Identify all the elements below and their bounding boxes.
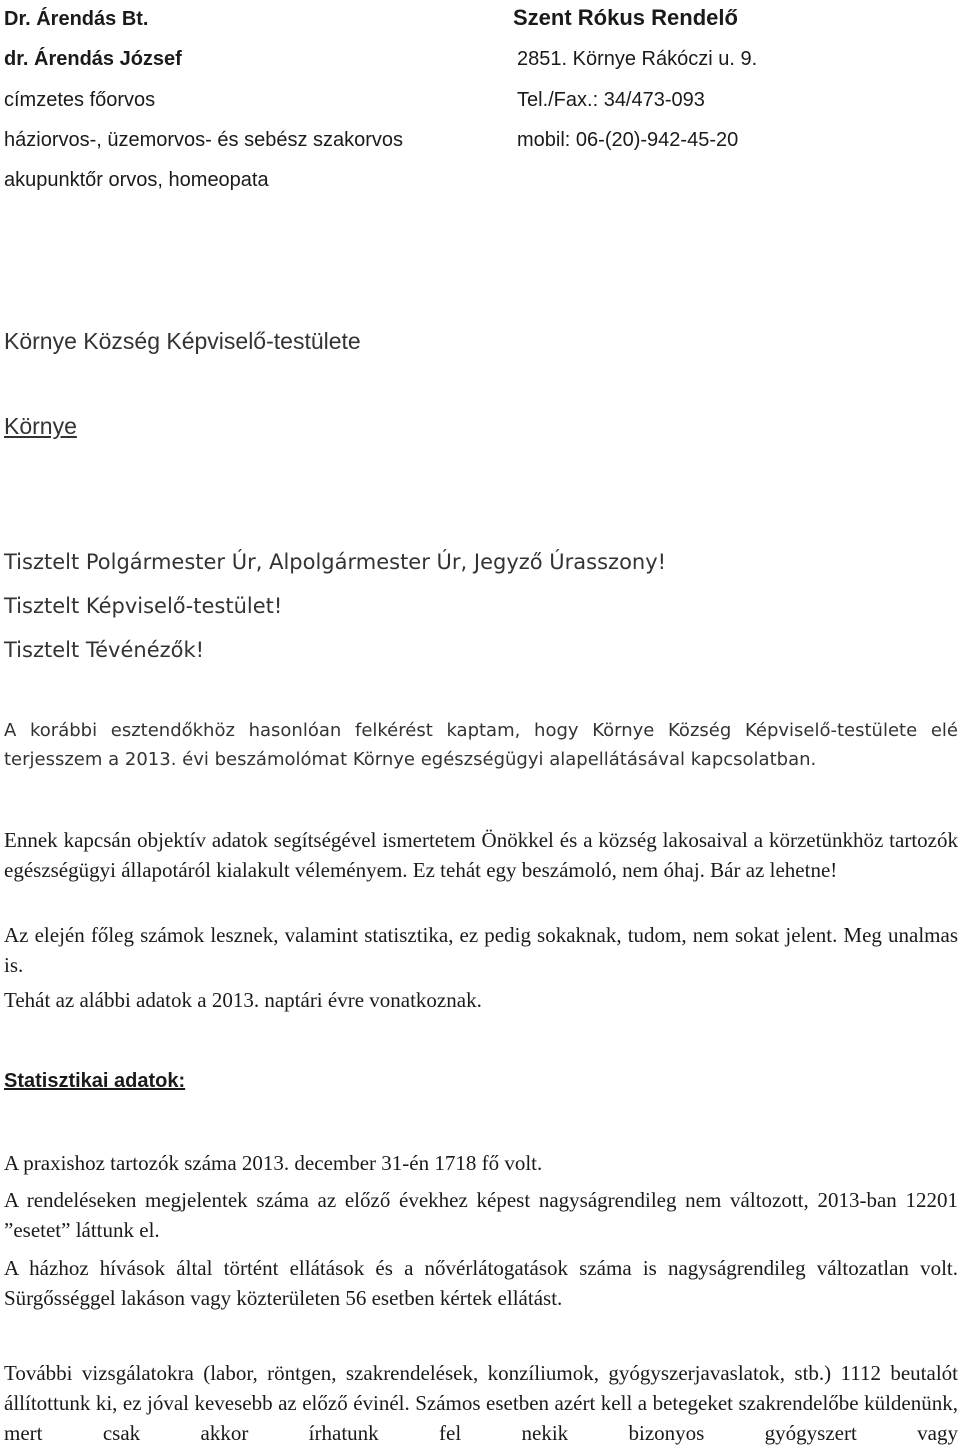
stats-paragraph-3 — [4, 1253, 958, 1313]
doctor-title: címzetes főorvos — [4, 89, 156, 111]
body-text-2: Az elején főleg számok lesznek, valamint statisztika, ez pedig sokaknak, tudom, nem sokat jelent. Meg unalmas is. — [4, 923, 958, 977]
stats-heading: Statisztikai adatok: — [4, 1070, 186, 1092]
clinic-mobile: mobil: 06-(20)-942-45-20 — [517, 129, 739, 151]
body-text-1: Ennek kapcsán objektív adatok segítségével ismertetem Önökkel és a község lakosaival a körzetünkhöz tartozók egészségügyi állapotáról kialakult véleményem. Ez tehát egy beszámoló, nem óhaj. Bár az lehetne! — [4, 828, 958, 882]
body-paragraph-3 — [4, 985, 958, 1015]
body-paragraph-1 — [4, 825, 958, 885]
stats-paragraph-2 — [4, 1185, 958, 1245]
stats-paragraph-4 — [4, 1358, 958, 1448]
recipient-name: Környe Község Képviselő-testülete — [4, 328, 361, 354]
clinic-phone: Tel./Fax.: 34/473-093 — [517, 89, 705, 111]
doctor-specialty: háziorvos-, üzemorvos- és sebész szakorvos — [4, 129, 404, 151]
stats-text-2: A rendeléseken megjelentek száma az előző évekhez képest nagyságrendileg nem változott, 2013-ban 12201 ”esetet” láttunk el. — [4, 1188, 958, 1242]
intro-paragraph — [4, 716, 958, 774]
clinic-address: 2851. Környe Rákóczi u. 9. — [517, 48, 758, 70]
recipient-city: Környe — [4, 413, 77, 439]
stats-text-4: További vizsgálatokra (labor, röntgen, szakrendelések, konzíliumok, gyógyszerjavaslatok, stb.) 1112 beutalót állítottunk ki, ez jóval kevesebb az előző évinél. Számos esetben azért kell a betegeket szakrendelőbe küldenünk, mert csak akkor írhatunk fel nekik bizonyos gyógyszert vagy — [4, 1361, 958, 1445]
salutation-line-2: Tisztelt Képviselő-testület! — [4, 594, 283, 618]
salutation-line-1: Tisztelt Polgármester Úr, Alpolgármester Úr, Jegyző Úrasszony! — [4, 550, 667, 574]
stats-paragraph-1 — [4, 1148, 958, 1178]
stats-text-3: A házhoz hívások által történt ellátások és a nővérlátogatások száma is nagyságrendileg változatlan volt. Sürgősséggel lakáson vagy közterületen 56 esetben kértek ellátást. — [4, 1256, 958, 1310]
intro-text: A korábbi esztendőkhöz hasonlóan felkérést kaptam, hogy Környe Község Képviselő-testülete elé terjesszem a 2013. évi beszámolómat Környe egészségügyi alapellátásával kapcsolatban. — [4, 720, 958, 770]
company-name: Dr. Árendás Bt. — [4, 8, 149, 30]
body-text-3: Tehát az alábbi adatok a 2013. naptári évre vonatkoznak. — [4, 988, 482, 1012]
clinic-name: Szent Rókus Rendelő — [513, 5, 738, 30]
doctor-extra: akupunktőr orvos, homeopata — [4, 169, 269, 191]
doctor-name: dr. Árendás József — [4, 48, 182, 70]
salutation-line-3: Tisztelt Tévénézők! — [4, 638, 205, 662]
stats-text-1: A praxishoz tartozók száma 2013. december 31-én 1718 fő volt. — [4, 1151, 543, 1175]
body-paragraph-2 — [4, 920, 958, 980]
